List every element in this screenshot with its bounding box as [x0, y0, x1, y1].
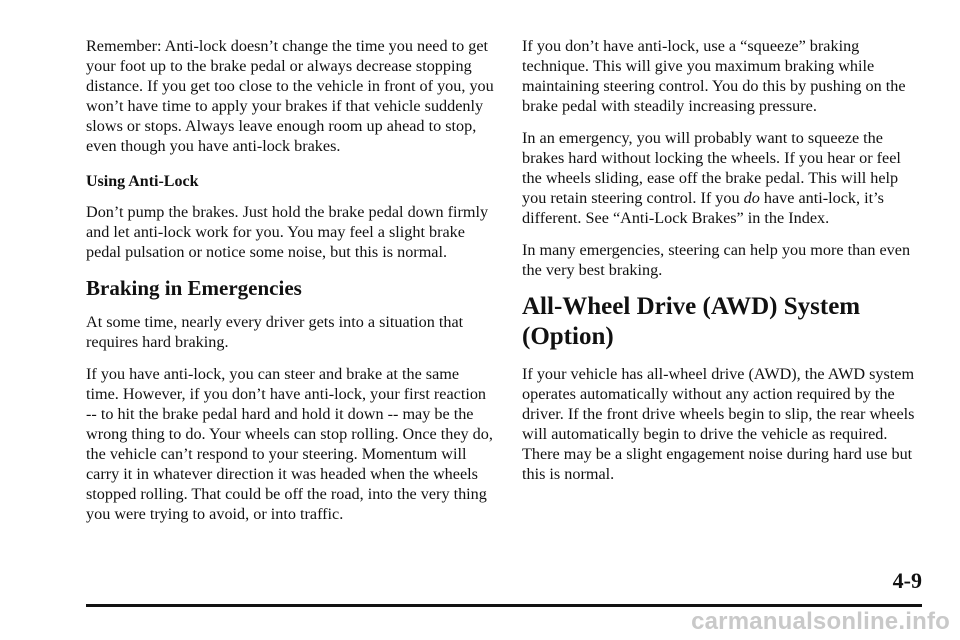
watermark: carmanualsonline.info — [691, 608, 950, 635]
paragraph-remember: Remember: Anti-lock doesn’t change the time you need to get your foot up to the brake pedal or always decrease stopping distance. If you get too close to the vehicle in front of you, you won’t have time to apply your brakes if that vehicle suddenly slows or stops. Always leave enough room up ahead to stop, even though you have anti-lock brakes. — [86, 37, 494, 155]
paragraph-dont-pump: Don’t pump the brakes. Just hold the brake pedal down firmly and let anti-lock work for you. You may feel a slight brake pedal pulsation or notice some noise, but this is normal. — [86, 203, 489, 261]
paragraph-squeeze-braking: If you don’t have anti-lock, use a “squeeze” braking technique. This will give you maximum braking while maintaining steering control. You do this by pushing on the brake pedal with steadily increasing pressure. — [522, 37, 906, 115]
emphasis-do: do — [743, 189, 760, 207]
paragraph-awd: If your vehicle has all-wheel drive (AWD), the AWD system operates automatically without any action required by the driver. If the front drive wheels begin to slip, the rear wheels will automatically begin to drive the vehicle as required. There may be a slight engagement noise during hard use but this is normal. — [522, 365, 915, 483]
left-column — [86, 36, 494, 536]
heading-braking-in-emergencies: Braking in Emergencies — [86, 276, 302, 300]
paragraph-hard-braking: At some time, nearly every driver gets into a situation that requires hard braking. — [86, 313, 464, 351]
heading-using-anti-lock: Using Anti-Lock — [86, 173, 199, 190]
paragraph-steer-and-brake: If you have anti-lock, you can steer and brake at the same time. However, if you don’t have anti-lock, your first reaction -- to hit the brake pedal hard and hold it down -- may be the wrong thing to do. Your wheels can stop rolling. Once they do, the vehicle can’t respond to your steering. Momentum will carry it in whatever direction it was headed when the wheels stopped rolling. That could be off the road, into the very thing you were trying to avoid, or into traffic. — [86, 365, 493, 523]
paragraph-emergency-text-end: have anti-lock, it’s different. See “Anti-Lock Brakes” in the Index. — [522, 189, 884, 227]
footer-rule — [86, 604, 922, 607]
paragraph-emergency-text: In an emergency, you will probably want to squeeze the brakes hard without locking the wheels. If you hear or feel the wheels sliding, ease off the brake pedal. This will help you retain steering control. If you — [522, 129, 901, 207]
paragraph-steering-helps: In many emergencies, steering can help you more than even the very best braking. — [522, 241, 911, 279]
paragraph-emergency — [522, 128, 922, 228]
page-number: 4-9 — [892, 568, 922, 593]
right-column — [522, 36, 922, 496]
heading-awd-system: All-Wheel Drive (AWD) System (Option) — [522, 293, 861, 350]
